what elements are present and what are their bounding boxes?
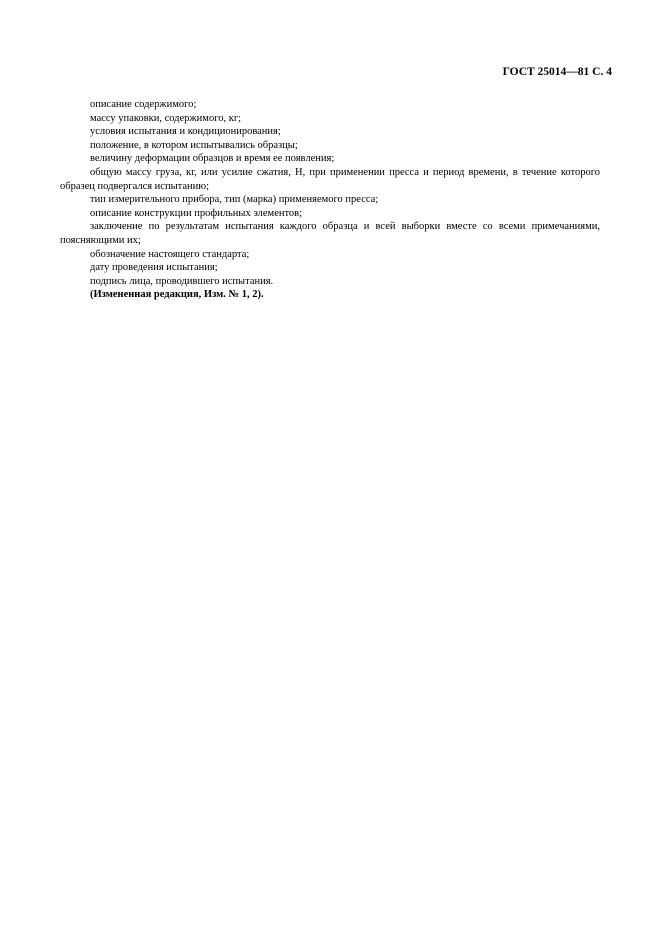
revision-note: (Измененная редакция, Изм. № 1, 2). (90, 289, 264, 301)
page-header-doc-ref: ГОСТ 25014—81 С. 4 (502, 66, 612, 78)
list-item: заключение по результатам испытания каждого образца и всей выборки вместе со всеми примечаниями, поясняющими их; (60, 221, 600, 246)
document-body (60, 98, 600, 302)
list-item: тип измерительного прибора, тип (марка) применяемого пресса; (90, 194, 379, 206)
list-item: массу упаковки, содержимого, кг; (90, 112, 242, 124)
list-item: подпись лица, проводившего испытания. (90, 275, 274, 287)
list-item: обозначение настоящего стандарта; (90, 248, 250, 260)
list-item: описание содержимого; (90, 99, 197, 110)
list-item: положение, в котором испытывались образцы; (90, 139, 298, 151)
list-item: условия испытания и кондиционирования; (90, 126, 281, 138)
list-item: величину деформации образцов и время ее появления; (90, 153, 335, 165)
list-item: общую массу груза, кг, или усилие сжатия, Н, при применении пресса и период времени, в течение которого образец подвергался испытанию; (60, 166, 600, 192)
list-item: дату проведения испытания; (90, 262, 218, 274)
list-item: описание конструкции профильных элементов; (90, 207, 303, 219)
